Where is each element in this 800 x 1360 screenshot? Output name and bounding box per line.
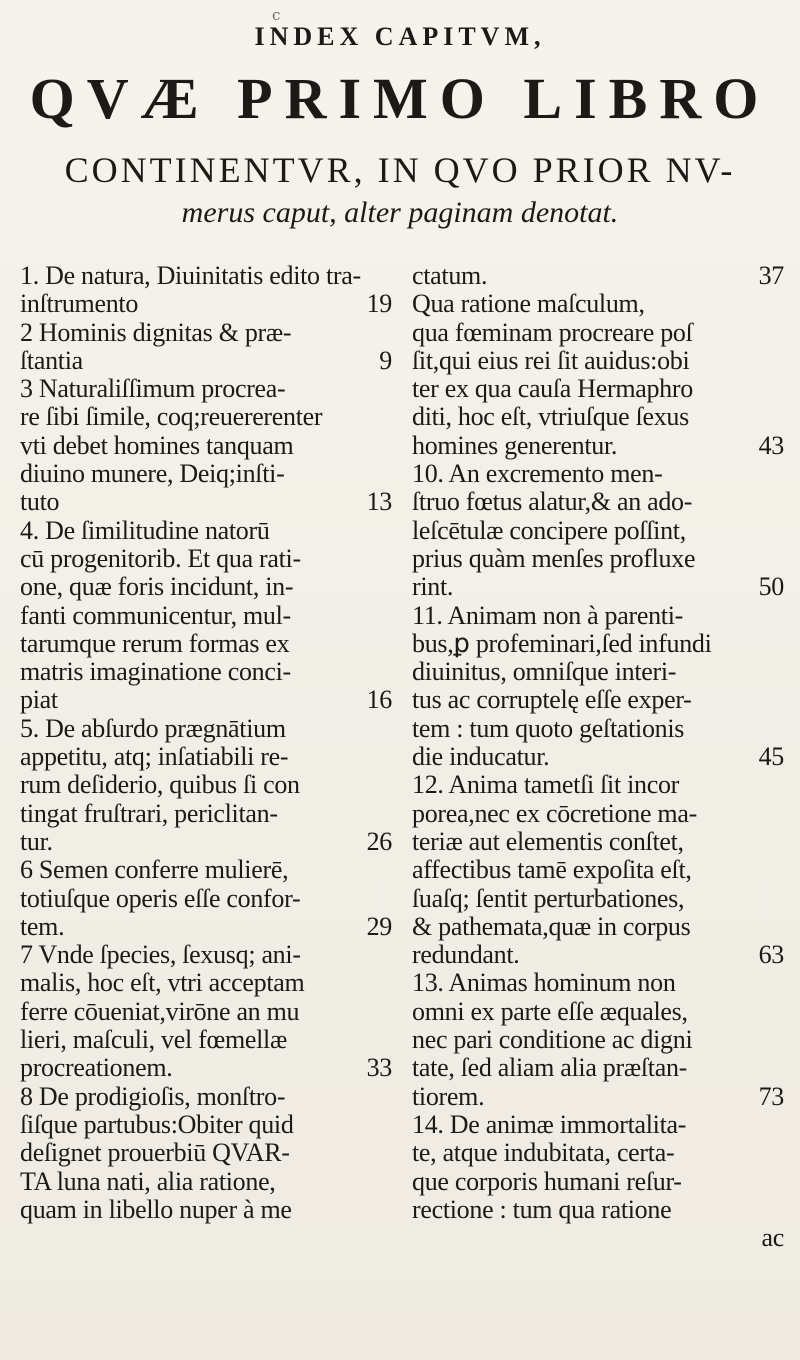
right-column-line-text: omni ex parte eſſe æquales, [412,996,688,1026]
page-number: 33 [366,1053,392,1083]
left-column-line-text: 3 Naturaliſſimum procrea- [20,374,286,404]
right-column-line-text: 13. Animas hominum non [412,968,676,998]
left-column-line [20,375,392,403]
page-title: QVÆ PRIMO LIBRO [29,66,771,131]
right-column-line-text: die inducatur. [412,742,550,772]
left-column-line [20,347,392,375]
right-column-line [412,262,784,290]
page-number: 9 [379,345,392,375]
right-column-line-text: qua fœminam procreare poſ [412,317,693,347]
right-column-line-text: 11. Animam non à parenti- [412,600,683,630]
right-column-line [412,941,784,969]
right-column-line [412,545,784,573]
right-column-line-text: & pathemata,quæ in corpus [412,911,691,941]
right-column-line [412,517,784,545]
page-number: ac [761,1223,784,1253]
right-column-line-text: tem : tum quoto geſtationis [412,713,685,743]
right-column-line-text: te, atque indubitata, certa- [412,1138,675,1168]
left-column-line-text: ſiſque partubus:Obiter quid [20,1109,294,1139]
page-number: 50 [758,572,784,602]
right-column-line [412,1139,784,1167]
right-column-line [412,602,784,630]
right-column-line-text: 14. De animæ immortalita- [412,1109,687,1139]
page-number: 13 [366,487,392,517]
page-number: 63 [758,940,784,970]
stray-ink-mark: c [272,6,281,24]
left-column-line [20,1054,392,1082]
right-column-line-text: diuinitus, omniſque interi- [412,657,677,687]
left-column-line-text: ſtantia [20,345,83,375]
page-number: 43 [758,430,784,460]
right-column-line [412,347,784,375]
left-column-line [20,998,392,1026]
left-column-line-text: appetitu, atq; inſatiabili re- [20,742,289,772]
right-column-line-text: rint. [412,572,454,602]
left-column-line-text: inſtrumento [20,289,139,319]
left-column-line [20,432,392,460]
right-column-line [412,885,784,913]
left-column-line-text: TA luna nati, alia ratione, [20,1166,276,1196]
right-column-line [412,1196,784,1224]
left-column-line-text: quam in libello nuper à me [20,1194,292,1224]
right-column-line [412,1054,784,1082]
left-column-line [20,658,392,686]
left-column-line-text: 4. De ſimilitudine natorū [20,515,270,545]
right-column-line-text: tate, ſed aliam alia præſtan- [412,1053,688,1083]
left-column-line-text: tur. [20,826,53,856]
left-column-line-text: lieri, maſculi, vel fœmellæ [20,1025,287,1055]
left-column-line-text: tingat fruſtrari, periclitan- [20,798,278,828]
right-column-line [412,1224,784,1252]
right-column-line [412,1026,784,1054]
right-column-line [412,460,784,488]
right-column-line [412,771,784,799]
right-column-line-text: ſit,qui eius rei ſit auidus:obi [412,345,690,375]
right-column-line [412,375,784,403]
right-column-line [412,686,784,714]
left-column-line-text: rum deſiderio, quibus ſi con [20,770,300,800]
left-column-line [20,545,392,573]
right-column-line-text: redundant. [412,940,520,970]
right-column-line-text: leſcētulæ concipere poſſint, [412,515,686,545]
left-column-line [20,319,392,347]
right-column-line [412,432,784,460]
left-column-line [20,262,392,290]
left-column-line [20,913,392,941]
right-column-line [412,828,784,856]
left-column-line-text: malis, hoc eſt, vtri acceptam [20,968,305,998]
left-column-line [20,941,392,969]
left-column-line-text: re ſibi ſimile, coq;reuererenter [20,402,323,432]
left-column-line [20,1139,392,1167]
left-column-line-text: 8 De prodigioſis, monſtro- [20,1081,286,1111]
right-column-line [412,319,784,347]
right-column-line-text: ter ex qua cauſa Hermaphro [412,374,693,404]
right-column-line-text: Qua ratione maſculum, [412,289,645,319]
left-column-line-text: totiuſque operis eſſe confor- [20,883,301,913]
left-column-line [20,885,392,913]
right-column-line [412,800,784,828]
left-column-line [20,290,392,318]
page-number: 16 [366,685,392,715]
page-subtitle-italic: merus caput, alter paginam denotat. [181,196,619,229]
left-column-line-text: cū progenitorib. Et qua rati- [20,543,301,573]
left-column-line [20,771,392,799]
running-title: INDEX CAPITVM, [254,22,546,51]
page-number: 45 [758,742,784,772]
left-column-line [20,743,392,771]
left-column-line [20,517,392,545]
right-column-line [412,573,784,601]
left-column [20,262,392,1224]
left-column-line [20,828,392,856]
left-column-line [20,630,392,658]
left-column-line [20,800,392,828]
left-column-line [20,1196,392,1224]
left-column-line-text: 7 Vnde ſpecies, ſexusq; ani- [20,940,301,970]
left-column-line-text: tuto [20,487,60,517]
right-column-line-text: tus ac corruptelę eſſe exper- [412,685,692,715]
right-column-line [412,403,784,431]
right-column-line-text: ſtruo fœtus alatur,& an ado- [412,487,693,517]
right-column-line-text: nec pari conditione ac digni [412,1025,693,1055]
right-column-line [412,630,784,658]
right-column-line-text: rectione : tum qua ratione [412,1194,672,1224]
left-column-line-text: ferre cōueniat,virōne an mu [20,996,300,1026]
page-number: 19 [366,289,392,319]
left-column-line-text: 6 Semen conferre mulierē, [20,855,289,885]
left-column-line-text: 5. De abſurdo prægnātium [20,713,286,743]
left-column-line [20,1111,392,1139]
left-column-line [20,715,392,743]
right-column-line [412,658,784,686]
right-column-line [412,1083,784,1111]
right-column-line [412,998,784,1026]
right-column-line [412,913,784,941]
page-number: 29 [366,911,392,941]
right-column-line [412,743,784,771]
left-column-line [20,403,392,431]
right-column-line-text: tiorem. [412,1081,485,1111]
page-number: 26 [366,826,392,856]
right-column-line [412,290,784,318]
left-column-line [20,969,392,997]
right-column-line-text: ctatum. [412,261,488,290]
left-column-line [20,460,392,488]
left-column-line [20,856,392,884]
left-column-line-text: one, quæ foris incidunt, in- [20,572,294,602]
right-column-line [412,488,784,516]
right-column-line [412,856,784,884]
page-number: 73 [758,1081,784,1111]
left-column-line [20,686,392,714]
left-column-line-text: tarumque rerum formas ex [20,628,290,658]
left-column-line [20,1026,392,1054]
right-column-line-text: bus,ꝑ profeminari,ſed infundi [412,628,712,658]
right-column-line [412,969,784,997]
page-subtitle: CONTINENTVR, IN QVO PRIOR NV- [64,150,736,190]
right-column-line-text: prius quàm menſes profluxe [412,543,696,573]
left-column-line [20,488,392,516]
left-column-line-text: 2 Hominis dignitas & præ- [20,317,292,347]
right-column-line-text: 10. An excremento men- [412,459,663,489]
page-number: 37 [758,261,784,290]
left-column-line-text: fanti communicentur, mul- [20,600,291,630]
right-column-line-text: teriæ aut elementis conſtet, [412,826,684,856]
right-column-line-text: diti, hoc eſt, vtriuſque ſexus [412,402,689,432]
left-column-line-text: tem. [20,911,65,941]
left-column-line [20,602,392,630]
left-column-line [20,1168,392,1196]
right-column-line-text: porea,nec ex cōcretione ma- [412,798,697,828]
right-column-line-text: 12. Anima tametſi ſit incor [412,770,680,800]
left-column-line-text: matris imaginatione conci- [20,657,291,687]
right-column-line [412,1168,784,1196]
left-column-line-text: 1. De natura, Diuinitatis edito tra- [20,261,361,290]
left-column-line [20,1083,392,1111]
right-column-line-text: affectibus tamē expoſita eſt, [412,855,692,885]
right-column-line [412,715,784,743]
left-column-line-text: procreationem. [20,1053,173,1083]
right-column-line-text: homines generentur. [412,430,618,460]
left-column-line-text: vti debet homines tanquam [20,430,294,460]
left-column-line-text: deſignet prouerbiū QVAR- [20,1138,290,1168]
right-column-line [412,1111,784,1139]
right-column [412,262,784,1252]
left-column-line-text: piat [20,685,58,715]
right-column-line-text: que corporis humani reſur- [412,1166,682,1196]
left-column-line [20,573,392,601]
left-column-line-text: diuino munere, Deiq;inſti- [20,459,285,489]
right-column-line-text: ſuaſq; ſentit perturbationes, [412,883,685,913]
